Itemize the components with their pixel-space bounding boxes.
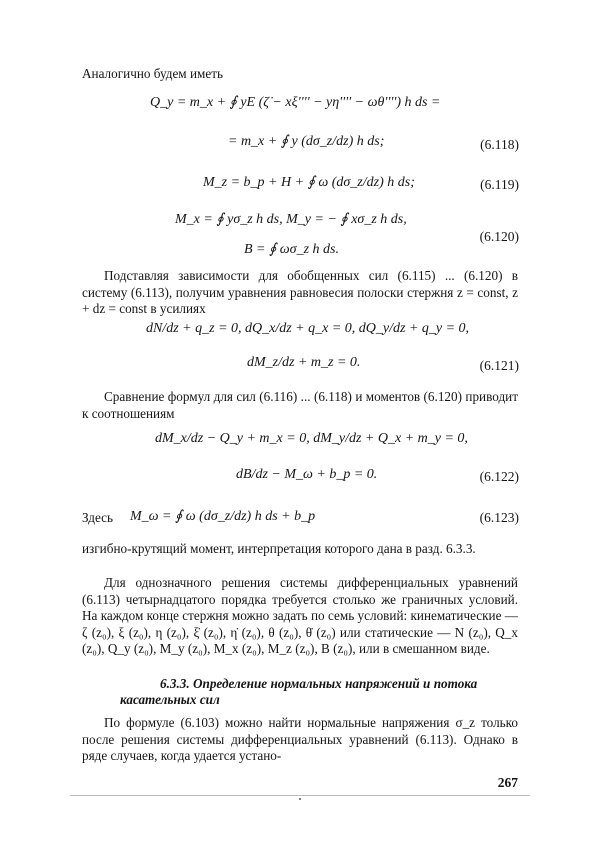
eq-number: (6.122) <box>479 469 519 484</box>
equation-m-omega: M_ω = ∮ ω (dσ_z/dz) h ds + b_p <box>130 509 316 524</box>
page-bottom-rule <box>70 795 530 796</box>
page-number: 267 <box>497 775 518 790</box>
intro-text: Аналогично будем иметь <box>82 66 223 81</box>
equation-qy: Q_y = m_x + ∮ yE (ζ̇ − xξ'''' − yη'''' − ωθ'''') h ds = <box>150 95 441 110</box>
equation-mz: M_z = b_p + H + ∮ ω (dσ_z/dz) h ds; <box>203 175 415 190</box>
equation-b: B = ∮ ωσ_z h ds. <box>244 242 339 257</box>
equation-moments: dM_x/dz − Q_y + m_x = 0, dM_y/dz + Q_x + m_y = 0, <box>155 431 468 446</box>
equation-mx-my: M_x = ∮ yσ_z h ds, M_y = − ∮ xσ_z h ds, <box>175 212 407 227</box>
eq-number: (6.123) <box>479 510 519 525</box>
page-mark <box>299 798 301 800</box>
eq-number: (6.118) <box>480 137 519 152</box>
equation-bimoment: dB/dz − M_ω + b_p = 0. <box>236 467 378 482</box>
paragraph: Для однозначного решения системы дифференциальных уравнений (6.113) четырнадцатого порядка требуется столько же граничных условий. На каждом конце стержня можно задать по семь условий: кинематические — ζ (z₀), ξ (z₀), η (z₀), ξ̇ (z₀), η̇ (z₀), θ (z₀), θ̇ (z₀) или статические — N (z₀), Q_x (z₀), Q_y (z₀), M_y (z₀), M_x (z₀), M_z (z₀), B (z₀), или в смешанном виде. <box>82 575 518 657</box>
equation-qy-cont: = m_x + ∮ y (dσ_z/dz) h ds; <box>228 134 385 149</box>
eq-number: (6.120) <box>479 229 519 244</box>
paragraph: По формуле (6.103) можно найти нормальные напряжения σ_z только после решения системы дифференциальных уравнений (6.113). Однако в ряде случаев, когда удается устано- <box>82 715 518 764</box>
eq-number: (6.119) <box>480 177 519 192</box>
section-heading: 6.3.3. Определение нормальных напряжений и потока касательных сил <box>120 676 478 708</box>
equation-equilibrium-mz: dM_z/dz + m_z = 0. <box>247 355 361 370</box>
paragraph: изгибно-крутящий момент, интерпретация которого дана в разд. 6.3.3. <box>82 541 476 556</box>
equation-equilibrium-forces: dN/dz + q_z = 0, dQ_x/dz + q_x = 0, dQ_y/dz + q_y = 0, <box>146 321 470 336</box>
here-label: Здесь <box>82 510 114 525</box>
paragraph: Сравнение формул для сил (6.116) ... (6.118) и моментов (6.120) приводит к соотношениям <box>82 389 518 421</box>
eq-number: (6.121) <box>479 358 519 373</box>
paragraph: Подставляя зависимости для обобщенных сил (6.115) ... (6.120) в систему (6.113), получим уравнения равновесия полоски стержня z = const, z + dz = const в усилиях <box>82 268 518 317</box>
